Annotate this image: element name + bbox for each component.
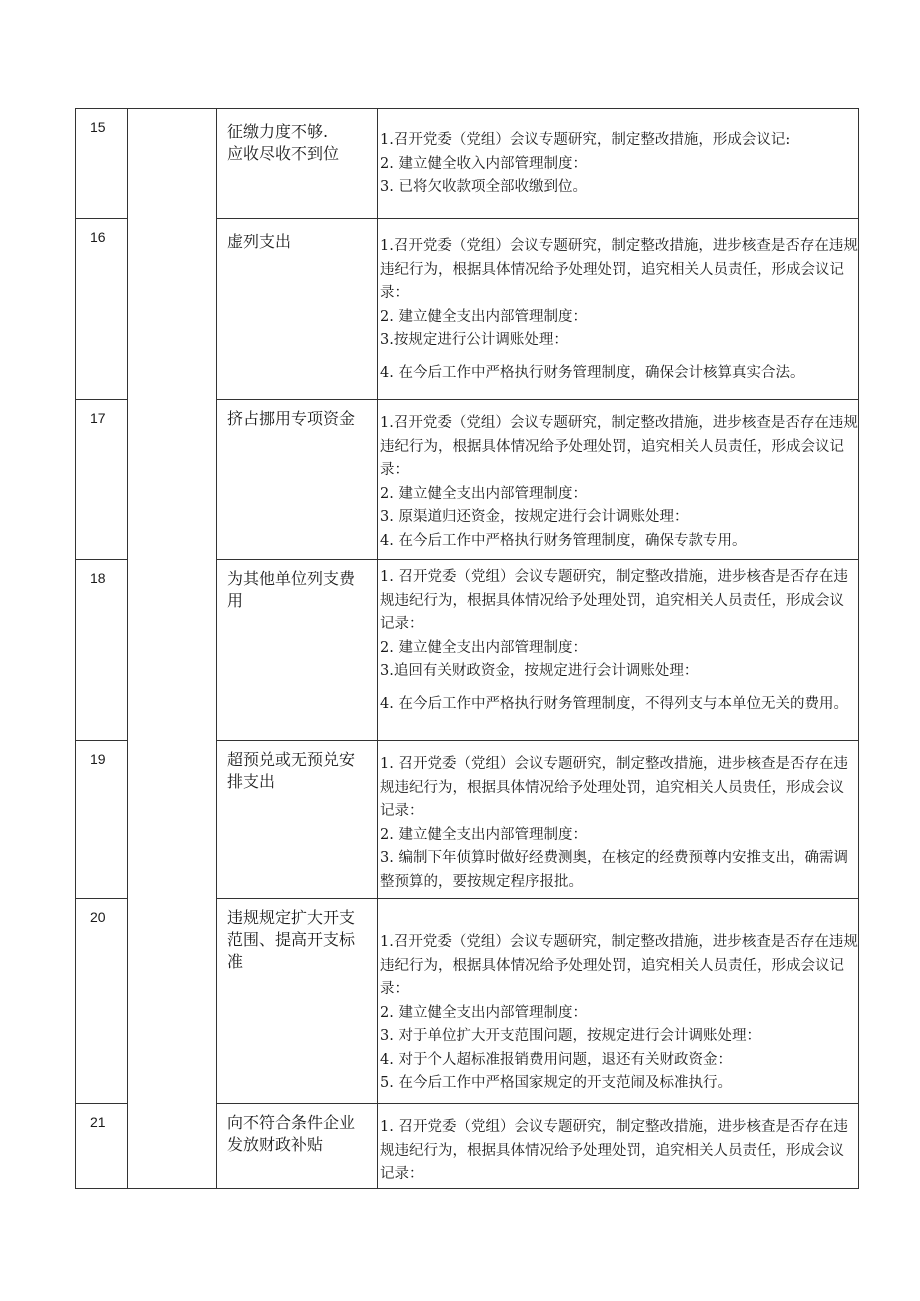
issue-cell (217, 219, 378, 400)
measure-line: 3. 已将欠收款项全部收缴到位。 (380, 179, 587, 195)
measure-line: 3.追回有关财政资金，按规定进行会计调账处理： (380, 663, 699, 679)
measure-line: 2. 建立健全支出内部管理制度： (380, 1004, 587, 1021)
issue-text: 向不符合条件企业 (227, 1113, 356, 1132)
measure-line: 1. 召开党委（党组）会议专题研究，制定整改措施，进步核査是否存在违规违纪行为，根据具体情况给予处理处罚，追究相关人员责任，形成会议记录： (380, 1119, 848, 1182)
measure-line: 4. 在今后工作中严格执行财务管理制度，不得列支与本单位无关的费用。 (380, 695, 848, 712)
issue-text: 应收尽收不到位 (227, 144, 340, 163)
measure-line: 1.召开党委（党组）会议专题研究，制定整改措施，进步核査是否存在违规违纪行为，根据具体情况给予处理处罚，追究相关人员责任，形成会议记录： (380, 934, 858, 997)
measure-line: 2. 建立健全支出内部管理制度： (380, 308, 587, 325)
measure-line: 1.召开党委（党组）会议专题研究，制定整改措施，形成会议记: (380, 132, 791, 148)
row-number-text: 15 (90, 119, 106, 135)
row-number (76, 219, 128, 400)
measure-line: 1. 召开党委（党组）会议专题研究，制定整改措施，进步核查是否存在违规违纪行为，根据具体情况给予处理处罚，追究相关人员贵任，形成会议记录： (380, 756, 848, 819)
issue-cell (217, 1104, 378, 1189)
row-number (76, 560, 128, 741)
measure-line: 2. 建立健全支出内部管理制度： (380, 639, 587, 656)
measure-line: 3.按规定进行公计调账处理： (380, 332, 568, 348)
issue-text: 发放财政补贴 (227, 1135, 324, 1154)
measure-line: 1.召开党委（党组）会议专题研究，制定整改措施，进步核查是否存在违规违纪行为，根据具体情况给予处理处罚，追究相关人员责任，形成会议记录： (380, 238, 858, 301)
row-number-text: 21 (90, 1114, 106, 1130)
row-number-text: 18 (90, 570, 106, 586)
measure-line: 2. 建立健全支出内部管理制度： (380, 826, 587, 843)
issue-text: 征缴力度不够. (227, 122, 329, 141)
measures-cell (378, 109, 859, 219)
measure-line: 4. 在今后工作中严格执行财务管理制度，确保专款专用。 (380, 532, 747, 549)
issue-cell (217, 560, 378, 741)
row-number-text: 20 (90, 909, 106, 925)
issue-text: 挤占挪用专项资金 (227, 409, 356, 428)
table-row (76, 109, 859, 219)
measures-cell (378, 560, 859, 741)
issue-text: 超预兑或无预兑安 (227, 750, 356, 769)
measure-line: 3. 编制下年侦算时做好经费测奥，在核定的经费预尊内安推支出，确需调整预算的，要按规定程序报批。 (380, 850, 848, 890)
measure-line: 2. 建立健全收入内部管理制度： (380, 155, 587, 172)
row-number (76, 899, 128, 1104)
row-number (76, 741, 128, 899)
row-number-text: 17 (90, 410, 106, 426)
measure-line: 5. 在今后工作中严格国家规定的开支范闹及标准执行。 (380, 1075, 732, 1091)
row-number (76, 400, 128, 560)
issue-text: 为其他单位列支费 (227, 569, 356, 588)
issue-cell (217, 109, 378, 219)
issue-cell (217, 741, 378, 899)
measure-line: 1. 召开党委（党组）会议专题研究，制定整改措施，进步核杳是否存在违规违纪行为，根据具体情况给予处理处罚，追究相关人员责任，形成会议记录： (380, 569, 848, 632)
issue-cell (217, 400, 378, 560)
issue-text: 用 (227, 591, 244, 610)
issue-text: 范围、提高开支标 (227, 930, 356, 949)
measure-line: 3. 原渠道归还资金，按规定进行会计调账处理： (380, 509, 689, 525)
measures-cell (378, 1104, 859, 1189)
issue-text: 准 (227, 952, 244, 971)
row-number (76, 1104, 128, 1189)
issue-cell (217, 899, 378, 1104)
table-body (76, 109, 859, 1189)
category-cell-empty (128, 109, 217, 1189)
issue-text: 排支出 (227, 772, 276, 791)
rectification-table (75, 108, 859, 1189)
row-number (76, 109, 128, 219)
measures-cell (378, 400, 859, 560)
issue-text: 虚列支出 (227, 232, 292, 251)
row-number-text: 16 (90, 229, 106, 245)
issue-text: 违规规定扩大开支 (227, 908, 356, 927)
measures-cell (378, 219, 859, 400)
row-number-text: 19 (90, 751, 106, 767)
measure-line: 3. 对于单位扩大开支范围问题，按规定进行会计调账处理： (380, 1028, 761, 1044)
measures-cell (378, 899, 859, 1104)
measure-line: 1.召开党委（党组）会议专题研究，制定整改措施，进步核查是否存在违规违纪行为，根据具体情况给予处理处罚，追究相关人员责任，形成会议记录： (380, 415, 858, 478)
measure-line: 4. 对于个人超标准报销费用问题，退还有关财政资金： (380, 1051, 732, 1068)
measure-line: 2. 建立健全支出内部管理制度： (380, 485, 587, 502)
measures-cell (378, 741, 859, 899)
measure-line: 4. 在今后工作中严格执行财务管理制度，确保会计核算真实合法。 (380, 364, 805, 381)
